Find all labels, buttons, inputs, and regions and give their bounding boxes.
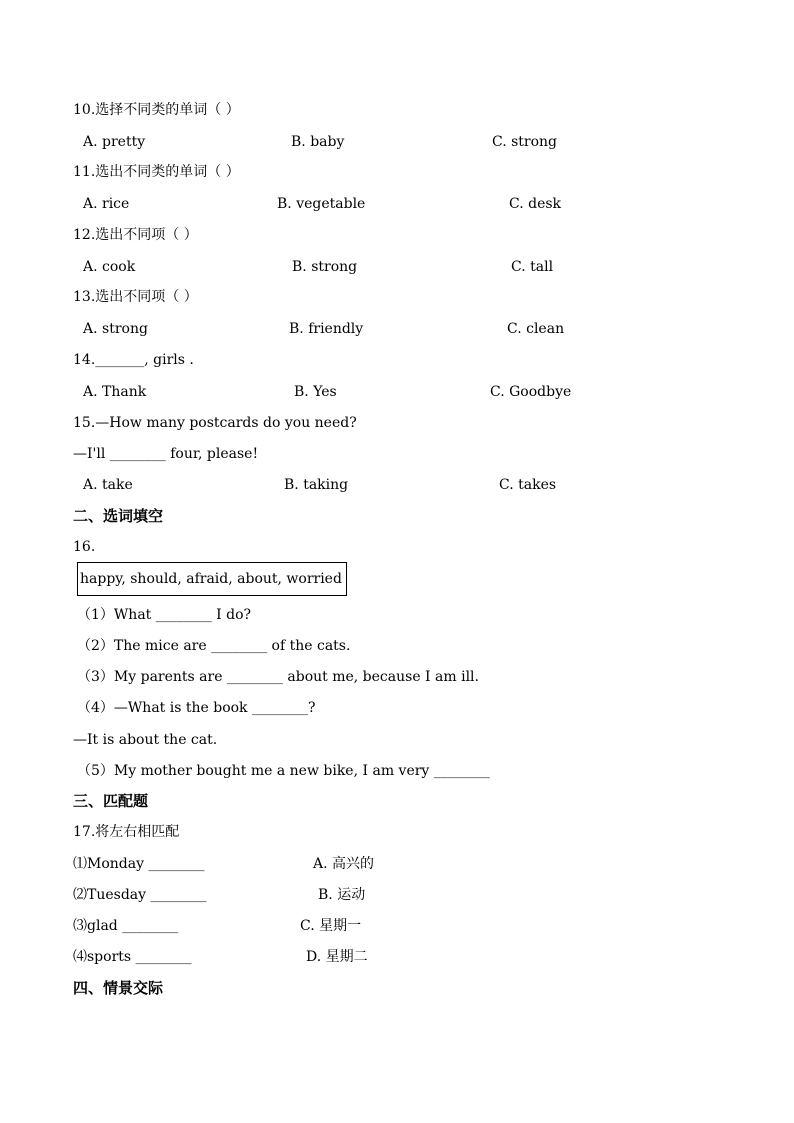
match-left-3: ⑶glad ________ <box>73 918 179 934</box>
section-2-title: 二、选词填空 <box>73 507 164 525</box>
question-17-title: 17.将左右相匹配 <box>73 824 180 840</box>
match-left-2: ⑵Tuesday ________ <box>73 887 207 903</box>
question-10-option-c: C. strong <box>492 134 558 150</box>
match-right-b: B. 运动 <box>318 887 366 903</box>
question-11-option-b: B. vegetable <box>277 196 366 212</box>
word-bank-text: happy, should, afraid, about, worried <box>80 571 342 587</box>
question-16-item-3: （3）My parents are ________ about me, because I am ill. <box>77 669 479 685</box>
question-13-stem: 13.选出不同项（ ） <box>73 289 198 305</box>
question-14-option-b: B. Yes <box>294 384 337 400</box>
question-15-stem: 15.—How many postcards do you need? <box>73 415 357 431</box>
question-10-option-b: B. baby <box>291 134 345 150</box>
question-14-option-a: A. Thank <box>83 384 147 400</box>
section-3-title: 三、匹配题 <box>73 792 149 810</box>
match-left-1: ⑴Monday ________ <box>73 856 205 872</box>
question-16-item-4: （4）—What is the book ________? <box>77 700 316 716</box>
question-15-option-c: C. takes <box>499 477 557 493</box>
question-10-stem: 10.选择不同类的单词（ ） <box>73 102 240 118</box>
question-11-option-c: C. desk <box>509 196 562 212</box>
match-right-a: A. 高兴的 <box>313 856 375 872</box>
question-15-option-a: A. take <box>83 477 133 493</box>
question-14-option-c: C. Goodbye <box>490 384 572 400</box>
question-10-option-a: A. pretty <box>83 134 146 150</box>
question-12-option-c: C. tall <box>511 259 554 275</box>
question-16-item-1: （1）What ________ I do? <box>77 607 252 623</box>
question-15-stem-answer: —I'll ________ four, please! <box>73 446 259 462</box>
question-12-option-b: B. strong <box>292 259 358 275</box>
question-15-option-b: B. taking <box>284 477 349 493</box>
question-14-stem: 14._______, girls . <box>73 352 194 368</box>
question-16-item-5: （5）My mother bought me a new bike, I am very ________ <box>77 763 490 779</box>
question-16-number: 16. <box>73 539 96 555</box>
question-12-option-a: A. cook <box>83 259 136 275</box>
match-right-d: D. 星期二 <box>306 949 368 965</box>
question-11-option-a: A. rice <box>83 196 130 212</box>
question-11-stem: 11.选出不同类的单词（ ） <box>73 164 240 180</box>
section-4-title: 四、情景交际 <box>73 979 164 997</box>
question-12-stem: 12.选出不同项（ ） <box>73 227 198 243</box>
question-13-option-c: C. clean <box>507 321 565 337</box>
word-bank-box <box>77 562 347 596</box>
match-right-c: C. 星期一 <box>300 918 362 934</box>
question-16-item-2: （2）The mice are ________ of the cats. <box>77 638 351 654</box>
match-left-4: ⑷sports ________ <box>73 949 192 965</box>
question-13-option-b: B. friendly <box>289 321 364 337</box>
question-16-item-4-answer: —It is about the cat. <box>73 732 218 748</box>
question-13-option-a: A. strong <box>83 321 148 337</box>
